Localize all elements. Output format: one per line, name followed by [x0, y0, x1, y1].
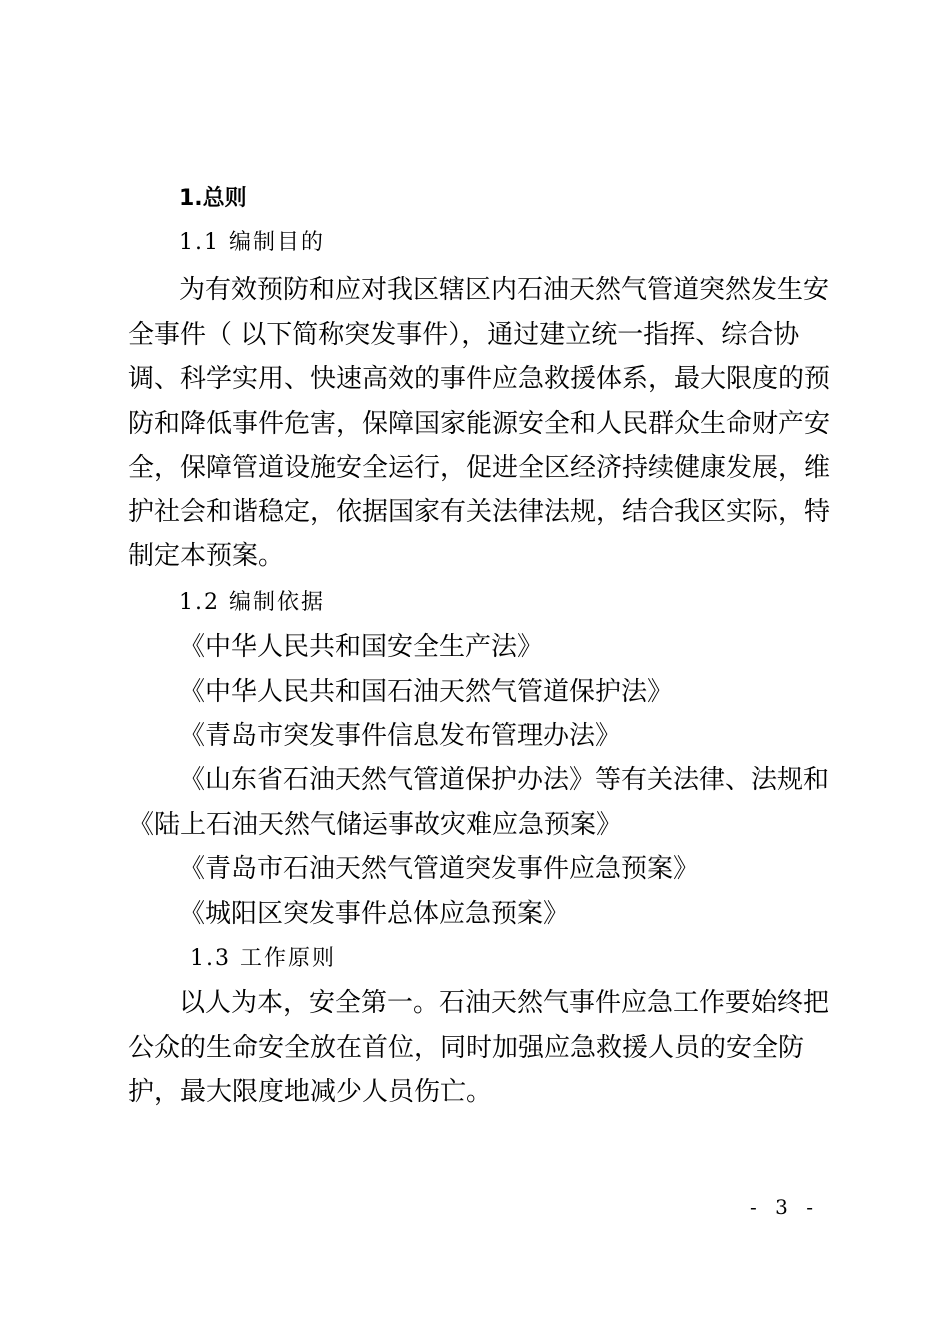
paragraph-line: 制定本预案。: [128, 541, 285, 571]
paragraph-line: 护，最大限度地减少人员伤亡。: [128, 1077, 493, 1107]
basis-item: 《城阳区突发事件总体应急预案》: [179, 899, 570, 929]
paragraph-line: 以人为本，安全第一。石油天然气事件应急工作要始终把: [179, 988, 830, 1018]
paragraph-line: 防和降低事件危害，保障国家能源安全和人民群众生命财产安: [128, 409, 831, 439]
section-1-1-title: 1.1 编制目的: [179, 230, 325, 255]
section-1-3-title: 1.3 工作原则: [190, 946, 336, 971]
paragraph-line: 护社会和谐稳定，依据国家有关法律法规，结合我区实际，特: [128, 497, 831, 527]
section-1-2-title: 1.2 编制依据: [179, 590, 325, 615]
basis-item: 《中华人民共和国石油天然气管道保护法》: [179, 677, 674, 707]
basis-item: 《青岛市石油天然气管道突发事件应急预案》: [179, 854, 700, 884]
basis-item: 《中华人民共和国安全生产法》: [179, 632, 544, 662]
basis-item: 《陆上石油天然气储运事故灾难应急预案》: [128, 810, 623, 840]
page-number: - 3 -: [750, 1195, 819, 1219]
paragraph-line: 全，保障管道设施安全运行，促进全区经济持续健康发展，维: [128, 453, 831, 483]
paragraph-line: 为有效预防和应对我区辖区内石油天然气管道突然发生安: [179, 275, 830, 305]
section-1-title: 1.总则: [179, 186, 247, 211]
paragraph-line: 公众的生命安全放在首位，同时加强应急救援人员的安全防: [128, 1033, 805, 1063]
paragraph-line: 调、科学实用、快速高效的事件应急救援体系，最大限度的预: [128, 364, 831, 394]
basis-item: 《山东省石油天然气管道保护办法》等有关法律、法规和: [179, 765, 830, 795]
paragraph-line: 全事件（ 以下简称突发事件），通过建立统一指挥、综合协: [128, 320, 800, 350]
basis-item: 《青岛市突发事件信息发布管理办法》: [179, 721, 622, 751]
